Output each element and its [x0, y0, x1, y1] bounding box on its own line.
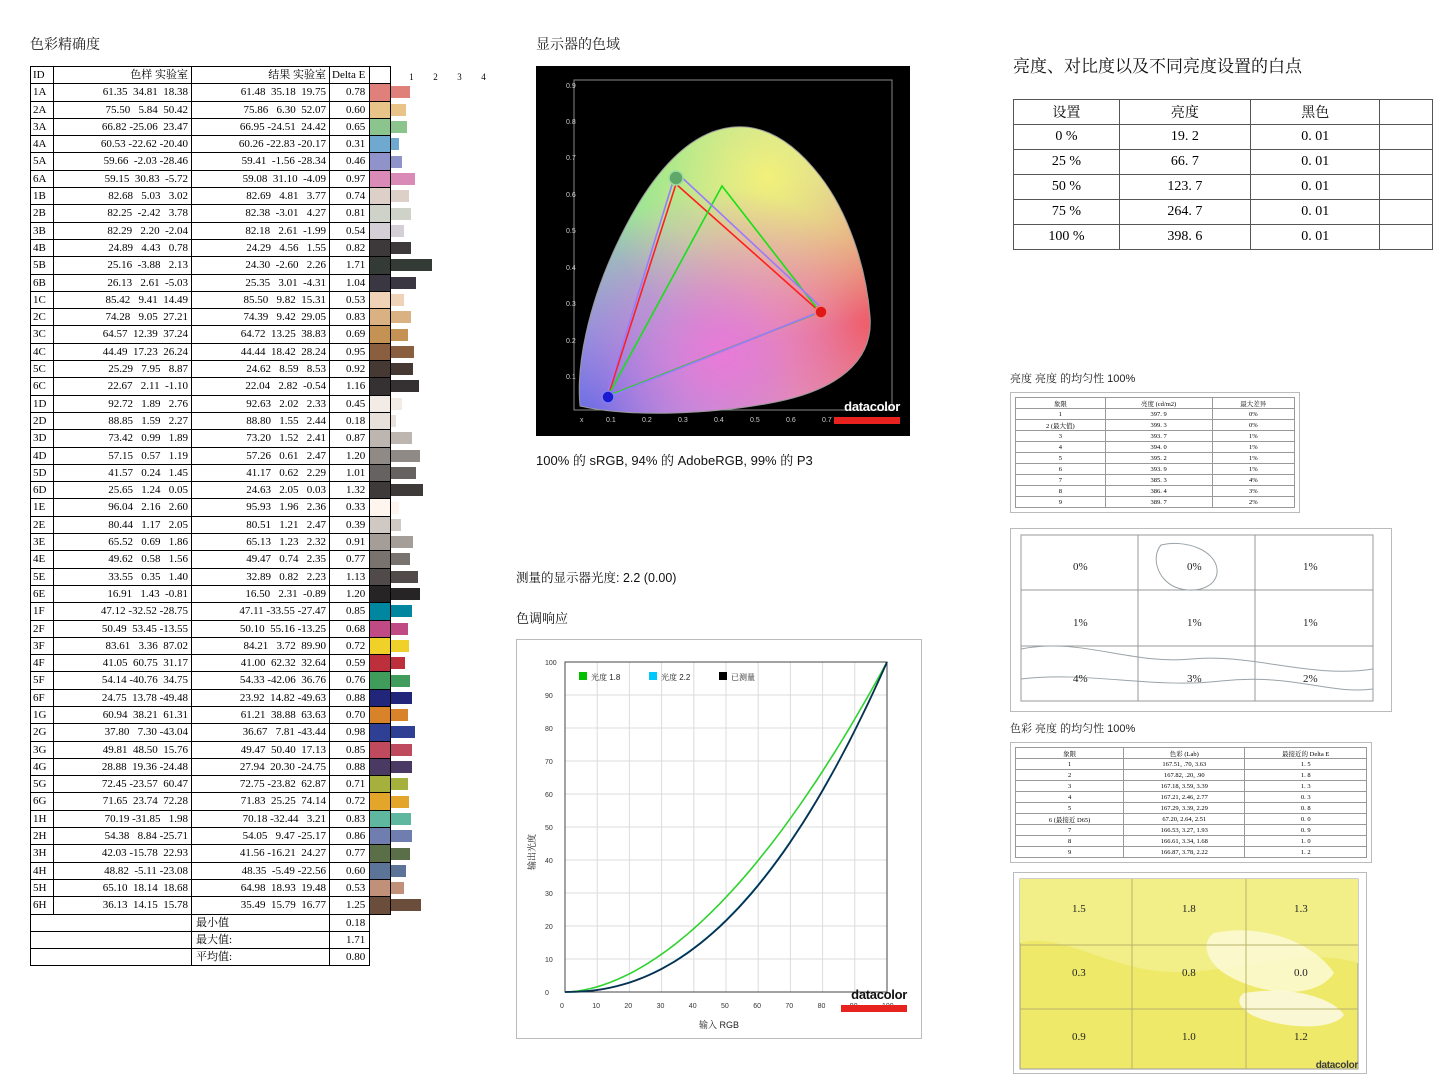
section-title-accuracy: 色彩精确度: [30, 36, 100, 52]
table-row: 9 389. 7 2%: [1016, 497, 1295, 508]
svg-text:100: 100: [545, 660, 557, 667]
table-row: 5D 41.57 0.24 1.45 41.17 0.62 2.29 1.01: [31, 464, 392, 481]
table-row: 25 % 66. 7 0. 01: [1014, 150, 1433, 175]
table-row: 5B 25.16 -3.88 2.13 24.30 -2.60 2.26 1.71: [31, 257, 392, 274]
luminance-uniformity-map: [1010, 528, 1392, 712]
table-row: 4B 24.89 4.43 0.78 24.29 4.56 1.55 0.82: [31, 239, 392, 256]
table-row: 5G 72.45 -23.57 60.47 72.75 -23.82 62.87 0.71: [31, 776, 392, 793]
map-cell-value: 1.3: [1294, 903, 1308, 915]
measured-gamma-text: 测量的显示器光度: 2.2 (0.00): [516, 571, 677, 585]
table-row: 4C 44.49 17.23 26.24 44.44 18.42 28.24 0.95: [31, 343, 392, 360]
svg-text:光度 2.2: 光度 2.2: [661, 673, 691, 682]
table-row: 2 (最大值) 399. 3 0%: [1016, 420, 1295, 431]
table-row: 1 167.51, .70, 3.63 1. 5: [1016, 759, 1367, 770]
map-cell-value: 1%: [1187, 617, 1202, 629]
table-row: 100 % 398. 6 0. 01: [1014, 225, 1433, 250]
svg-text:60: 60: [545, 792, 553, 799]
cie-diagram: [536, 66, 910, 436]
table-row: 4G 28.88 19.36 -24.48 27.94 20.30 -24.75 0.88: [31, 758, 392, 775]
uniformity-header: 色彩 (Lab): [1124, 748, 1245, 759]
color-uniformity-title: 色彩 亮度 的均匀性 100%: [1010, 723, 1136, 735]
table-row: 4D 57.15 0.57 1.19 57.26 0.61 2.47 1.20: [31, 447, 392, 464]
brightness-header: [1380, 100, 1433, 125]
table-row: 3G 49.81 48.50 15.76 49.47 50.40 17.13 0.85: [31, 741, 392, 758]
color-uniformity-section: [1010, 720, 1430, 863]
uniformity-header: 象限: [1016, 748, 1124, 759]
table-row: 6G 71.65 23.74 72.28 71.83 25.25 74.14 0.72: [31, 793, 392, 810]
color-uniformity-table-box: [1010, 742, 1372, 863]
table-row: 5A 59.66 -2.03 -28.46 59.41 -1.56 -28.34 0.46: [31, 153, 392, 170]
svg-text:已测量: 已测量: [731, 673, 755, 682]
table-row: 6C 22.67 2.11 -1.10 22.04 2.82 -0.54 1.16: [31, 378, 392, 395]
table-row: 3 167.18, 3.59, 3.39 1. 3: [1016, 781, 1367, 792]
map-cell-value: 0.0: [1294, 967, 1308, 979]
table-row: 8 166.61, 3.34, 1.68 1. 0: [1016, 836, 1367, 847]
svg-text:0.5: 0.5: [750, 417, 760, 424]
table-row: 4 394. 0 1%: [1016, 442, 1295, 453]
svg-text:0.1: 0.1: [606, 417, 616, 424]
table-row: 1F 47.12 -32.52 -28.75 47.11 -33.55 -27.47 0.85: [31, 603, 392, 620]
svg-text:0.2: 0.2: [566, 338, 576, 345]
svg-text:80: 80: [545, 726, 553, 733]
table-row: 1G 60.94 38.21 61.31 61.21 38.88 63.63 0.70: [31, 706, 392, 723]
brightness-header: 黑色: [1251, 100, 1380, 125]
table-row: 3H 42.03 -15.78 22.93 41.56 -16.21 24.27 0.77: [31, 845, 392, 862]
table-row: 5 395. 2 1%: [1016, 453, 1295, 464]
table-row: 6B 26.13 2.61 -5.03 25.35 3.01 -4.31 1.04: [31, 274, 392, 291]
uniformity-header: 亮度 (cd/m2): [1105, 398, 1212, 409]
svg-text:10: 10: [545, 957, 553, 964]
svg-text:0: 0: [560, 1003, 564, 1010]
svg-text:50: 50: [721, 1003, 729, 1010]
tone-ylabel: 输出光度: [527, 833, 537, 870]
uniformity-header: 最接近的 Delta E: [1245, 748, 1367, 759]
map-cell-value: 3%: [1187, 673, 1202, 685]
table-row: 6D 25.65 1.24 0.05 24.63 2.05 0.03 1.32: [31, 482, 392, 499]
table-row: 3D 73.42 0.99 1.89 73.20 1.52 2.41 0.87: [31, 430, 392, 447]
summary-row: 最小值 0.18: [31, 914, 392, 931]
table-row: 2D 88.85 1.59 2.27 88.80 1.55 2.44 0.18: [31, 412, 392, 429]
svg-text:光度 1.8: 光度 1.8: [591, 673, 621, 682]
svg-text:0.3: 0.3: [566, 301, 576, 308]
table-row: 7 166.53, 3.27, 1.93 0. 9: [1016, 825, 1367, 836]
table-row: 3C 64.57 12.39 37.24 64.72 13.25 38.83 0.69: [31, 326, 392, 343]
svg-text:0.6: 0.6: [566, 192, 576, 199]
table-header-row: ID 色样 实验室 结果 实验室 Delta E 1 2 3 4: [31, 67, 392, 84]
svg-text:50: 50: [545, 825, 553, 832]
table-row: 5F 54.14 -40.76 34.75 54.33 -42.06 36.76 0.76: [31, 672, 392, 689]
map-cell-value: 0.3: [1072, 967, 1086, 979]
svg-text:x: x: [580, 417, 584, 424]
table-row: 0 % 19. 2 0. 01: [1014, 125, 1433, 150]
svg-text:0.4: 0.4: [714, 417, 724, 424]
table-row: 1A 61.35 34.81 18.38 61.48 35.18 19.75 0.78: [31, 84, 392, 101]
svg-text:0.2: 0.2: [642, 417, 652, 424]
datacolor-bar-tone: [841, 1005, 907, 1012]
table-row: 8 386. 4 3%: [1016, 486, 1295, 497]
gamut-section: [536, 34, 916, 469]
uniformity-header: 最大差异: [1212, 398, 1294, 409]
map-cell-value: 1%: [1303, 617, 1318, 629]
map-cell-value: 2%: [1303, 673, 1318, 685]
svg-text:0.1: 0.1: [566, 374, 576, 381]
table-row: 1C 85.42 9.41 14.49 85.50 9.82 15.31 0.53: [31, 291, 392, 308]
table-row: 5C 25.29 7.95 8.87 24.62 8.59 8.53 0.92: [31, 361, 392, 378]
svg-text:0.7: 0.7: [822, 417, 832, 424]
map-cell-value: 1.0: [1182, 1031, 1196, 1043]
table-row: 2 167.82, .20, .90 1. 8: [1016, 770, 1367, 781]
svg-text:0.9: 0.9: [566, 83, 576, 90]
table-row: 1D 92.72 1.89 2.76 92.63 2.02 2.33 0.45: [31, 395, 392, 412]
map-cell-value: 1.5: [1072, 903, 1086, 915]
luminance-uniformity-table: [1015, 397, 1295, 508]
section-title-brightness: 亮度、对比度以及不同亮度设置的白点: [1013, 57, 1302, 76]
table-row: 2C 74.28 9.05 27.21 74.39 9.42 29.05 0.83: [31, 309, 392, 326]
map-cell-value: 1%: [1073, 617, 1088, 629]
table-row: 4 167.21, 2.46, 2.77 0. 3: [1016, 792, 1367, 803]
table-row: 2F 50.49 53.45 -13.55 50.10 55.16 -13.25 0.68: [31, 620, 392, 637]
brightness-table: [1013, 99, 1433, 250]
table-row: 6F 24.75 13.78 -49.48 23.92 14.82 -49.63 0.88: [31, 689, 392, 706]
map-cell-value: 1.2: [1294, 1031, 1308, 1043]
table-row: 6A 59.15 30.83 -5.72 59.08 31.10 -4.09 0.97: [31, 170, 392, 187]
svg-text:70: 70: [785, 1003, 794, 1010]
map-cell-value: 0.9: [1072, 1031, 1086, 1043]
color-uniformity-table: [1015, 747, 1367, 858]
svg-text:30: 30: [545, 891, 553, 898]
svg-text:10: 10: [592, 1003, 600, 1010]
gamut-caption: 100% 的 sRGB, 94% 的 AdobeRGB, 99% 的 P3: [536, 453, 813, 468]
table-row: 3B 82.29 2.20 -2.04 82.18 2.61 -1.99 0.54: [31, 222, 392, 239]
tone-response-section: [516, 568, 936, 1039]
tone-response-chart: [516, 639, 922, 1039]
svg-text:40: 40: [688, 1003, 697, 1010]
summary-row: 平均值: 0.80: [31, 949, 392, 966]
table-row: 2G 37.80 7.30 -43.04 36.67 7.81 -43.44 0.98: [31, 724, 392, 741]
datacolor-bar: [834, 417, 900, 424]
datacolor-bar-map: [1306, 1073, 1358, 1074]
brightness-section: [1013, 52, 1433, 250]
table-row: 9 166.87, 3.78, 2.22 1. 2: [1016, 847, 1367, 858]
color-accuracy-section: [30, 34, 500, 966]
table-row: 5E 33.55 0.35 1.40 32.89 0.82 2.23 1.13: [31, 568, 392, 585]
svg-text:70: 70: [545, 759, 553, 766]
table-row: 3 393. 7 1%: [1016, 431, 1295, 442]
table-row: 2A 75.50 5.84 50.42 75.86 6.30 52.07 0.60: [31, 101, 392, 118]
luminance-uniformity-section: [1010, 370, 1430, 513]
map-cell-value: 0%: [1073, 561, 1088, 573]
table-row: 2B 82.25 -2.42 3.78 82.38 -3.01 4.27 0.81: [31, 205, 392, 222]
table-row: 4H 48.82 -5.11 -23.08 48.35 -5.49 -22.56 0.60: [31, 862, 392, 879]
table-row: 1H 70.19 -31.85 1.98 70.18 -32.44 3.21 0.83: [31, 810, 392, 827]
map-cell-value: 0%: [1187, 561, 1202, 573]
table-row: 2H 54.38 8.84 -25.71 54.05 9.47 -25.17 0.86: [31, 828, 392, 845]
svg-text:0.6: 0.6: [786, 417, 796, 424]
table-row: 4E 49.62 0.58 1.56 49.47 0.74 2.35 0.77: [31, 551, 392, 568]
svg-text:90: 90: [545, 693, 553, 700]
summary-row: 最大值: 1.71: [31, 931, 392, 948]
table-row: 1B 82.68 5.03 3.02 82.69 4.81 3.77 0.74: [31, 188, 392, 205]
cie-chart-svg: [536, 66, 910, 436]
svg-text:0.7: 0.7: [566, 155, 576, 162]
tone-chart-svg: [517, 640, 921, 1038]
section-title-gamut: 显示器的色域: [536, 36, 620, 52]
table-row: 3A 66.82 -25.06 23.47 66.95 -24.51 24.42 0.65: [31, 118, 392, 135]
map-cell-value: 1%: [1303, 561, 1318, 573]
table-row: 5H 65.10 18.14 18.68 64.98 18.93 19.48 0.53: [31, 879, 392, 896]
svg-text:80: 80: [817, 1003, 826, 1010]
table-row: 1E 96.04 2.16 2.60 95.93 1.96 2.36 0.33: [31, 499, 392, 516]
svg-text:0.8: 0.8: [566, 119, 576, 126]
svg-text:20: 20: [545, 924, 553, 931]
table-row: 6 (最接近 D65) 67.20, 2.64, 2.51 0. 0: [1016, 814, 1367, 825]
table-row: 6E 16.91 1.43 -0.81 16.50 2.31 -0.89 1.20: [31, 585, 392, 602]
luminance-uniformity-table-box: [1010, 392, 1300, 513]
table-row: 7 385. 3 4%: [1016, 475, 1295, 486]
table-row: 50 % 123. 7 0. 01: [1014, 175, 1433, 200]
table-row: 4A 60.53 -22.62 -20.40 60.26 -22.83 -20.17 0.31: [31, 136, 392, 153]
map-cell-value: 4%: [1073, 673, 1088, 685]
datacolor-watermark: datacolor: [844, 399, 900, 414]
svg-text:0.4: 0.4: [566, 265, 576, 272]
datacolor-watermark-tone: datacolor: [851, 987, 907, 1002]
svg-text:20: 20: [624, 1003, 633, 1010]
svg-text:0.5: 0.5: [566, 228, 576, 235]
table-row: 5 167.29, 3.39, 2.29 0. 8: [1016, 803, 1367, 814]
datacolor-watermark-map: datacolor: [1315, 1060, 1358, 1071]
table-row: 4F 41.05 60.75 31.17 41.00 62.32 32.64 0.59: [31, 655, 392, 672]
table-row: 75 % 264. 7 0. 01: [1014, 200, 1433, 225]
table-row: 6H 36.13 14.15 15.78 35.49 15.79 16.77 1.25: [31, 897, 392, 914]
tone-xlabel: 输入 RGB: [699, 1020, 740, 1030]
color-uniformity-map: [1013, 872, 1367, 1074]
svg-text:30: 30: [656, 1003, 665, 1010]
luminance-uniformity-title: 亮度 亮度 的均匀性 100%: [1010, 373, 1136, 385]
svg-text:0: 0: [545, 990, 549, 997]
brightness-header: 亮度: [1119, 100, 1250, 125]
section-title-tone: 色调响应: [516, 611, 569, 626]
color-accuracy-table: [30, 66, 486, 966]
table-row: 1 397. 9 0%: [1016, 409, 1295, 420]
table-row: 2E 80.44 1.17 2.05 80.51 1.21 2.47 0.39: [31, 516, 392, 533]
svg-text:40: 40: [545, 858, 553, 865]
brightness-header: 设置: [1014, 100, 1120, 125]
table-row: 6 393. 9 1%: [1016, 464, 1295, 475]
svg-text:60: 60: [753, 1003, 761, 1010]
table-row: 3E 65.52 0.69 1.86 65.13 1.23 2.32 0.91: [31, 534, 392, 551]
uniformity-header: 象限: [1016, 398, 1106, 409]
svg-text:0.3: 0.3: [678, 417, 688, 424]
map-cell-value: 0.8: [1182, 967, 1196, 979]
map-cell-value: 1.8: [1182, 903, 1196, 915]
table-row: 3F 83.61 3.36 87.02 84.21 3.72 89.90 0.72: [31, 637, 392, 654]
